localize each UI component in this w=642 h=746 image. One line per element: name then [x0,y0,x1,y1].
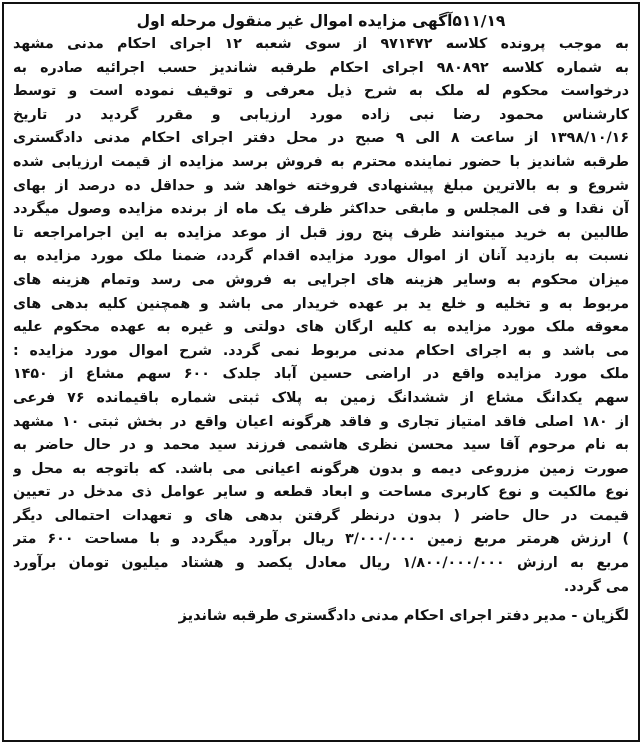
notice-line: می گردد. [563,578,629,595]
notice-line: ۱۳۹۸/۱۰/۱۶ از ساعت ۸ الی ۹ صبح در محل دفتر اجرای احکام مدنی دادگستری [13,130,629,147]
notice-line: صورت زمین مزروعی دیمه و بدون هرگونه اعیانی می باشد. که باتوجه به محل و [13,460,629,477]
notice-line: به نام مرحوم آقا سید محسن نظری هاشمی فرزند سید محمد و در حال حاضر به [13,437,629,454]
notice-line: از ۱۸۰ اصلی فاقد امتیاز تجاری و فاقد هرگونه اعیان واقع در بخش ثبتی ۱۰ مشهد [13,413,629,430]
notice-signature: لگزیان - مدیر دفتر اجرای احکام مدنی دادگستری طرقبه شاندیز [178,607,629,625]
notice-body [13,33,629,599]
notice-line: قیمت در حال حاضر ( بدون درنظر گرفتن بدهی های و تعهدات احتمالی دیگر [13,507,629,524]
notice-line: می باشد و به اجرای احکام مدنی مربوط نمی گردد. شرح اموال مورد مزایده : [13,342,629,359]
notice-line: ملک مورد مزایده واقع در اراضی حسین آباد جلدک ۶۰۰ سهم مشاع از ۱۴۵۰ [13,366,629,383]
notice-line: نسبت به بازدید آنان از اموال مورد مزایده اقدام گردد، ضمنا ملک مورد مزایده به [13,248,629,265]
notice-line: مربوط به و تخلیه و خلع ید بر عهده خریدار می باشد و همچنین کلیه بدهی های [13,295,629,312]
notice-line: سهم یکدانگ مشاع از ششدانگ زمین به پلاک ثبتی شماره باقیمانده ۷۶ فرعی [13,389,629,406]
notice-line: کارشناس محمود رضا نبی زاده مورد ارزیابی و مقرر گردید در تاریخ [13,106,629,123]
notice-line: طالبین به خرید میتوانند ظرف پنج روز قبل از موعد مزایده به این اجرامراجعه تا [13,224,629,241]
notice-line: به موجب پرونده کلاسه ۹۷۱۴۷۲ از سوی شعبه ۱۲ اجرای احکام مدنی مشهد [13,36,629,52]
notice-line: معوقه ملک مورد مزایده به کلیه ارگان های دولتی و غیره به عهده محکوم علیه [13,319,629,336]
notice-line: آن نقدا و فی المجلس و مابقی حداکثر ظرف یک ماه از برنده مزایده وصول میگردد [13,201,629,218]
notice-line: نوع مالکیت و نوع کاربری مساحت و ابعاد قطعه و سایر عوامل ذی مدخل در تعیین [13,484,629,501]
notice-line: درخواست محکوم له ملک به شرح ذیل معرفی و توقیف نموده است و توسط [13,83,629,100]
notice-line: به شماره کلاسه ۹۸۰۸۹۲ اجرای احکام طرقبه شاندیز حسب اجرائیه صادره به [13,59,629,76]
notice-line: ) ارزش هرمتر مربع زمین ۳/۰۰۰/۰۰۰ ریال برآورد میگردد و با مساحت ۶۰۰ متر [13,531,629,548]
notice-line: مربع به ارزش ۱/۸۰۰/۰۰۰/۰۰۰ ریال معادل یکصد و هشتاد میلیون تومان برآورد [13,555,629,572]
auction-notice [2,2,640,742]
notice-line: میزان محکوم به وسایر هزینه های اجرایی به فروش می رسد وتمام هزینه های [13,271,629,288]
notice-line: طرقبه شاندیز با حضور نماینده محترم به فروش برسد مزایده از قیمت ارزیابی شده [13,153,629,170]
notice-line: شروع و به بالاترین مبلغ پیشنهادی فروخته خواهد شد و حداقل ده درصد از بهای [13,177,629,194]
notice-title: ۵۱۱/۱۹آگهی مزایده اموال غیر منقول مرحله اول [136,12,506,30]
